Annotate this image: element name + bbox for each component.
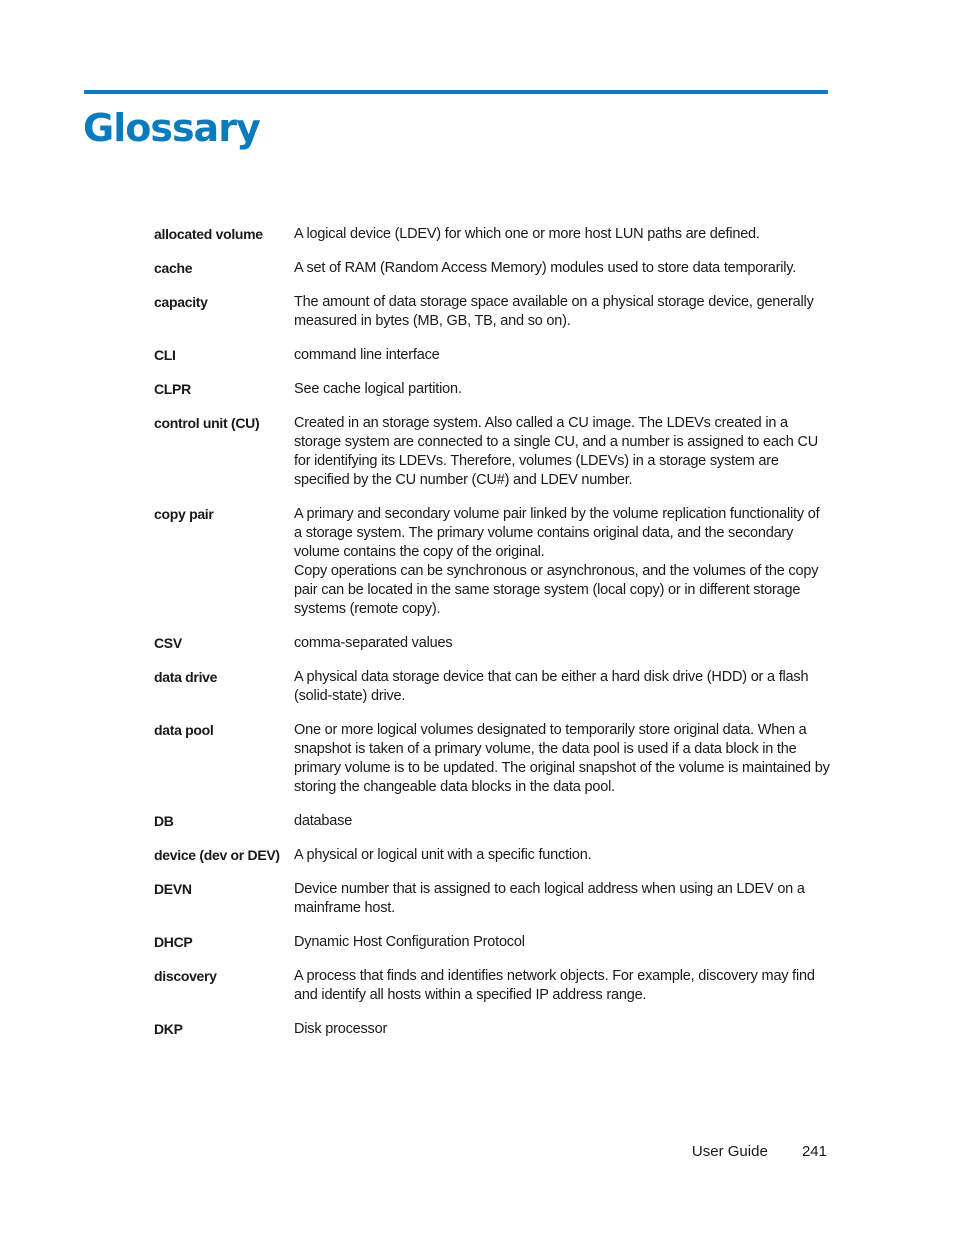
glossary-definition xyxy=(294,225,830,244)
glossary-entry xyxy=(154,414,830,490)
glossary-entry xyxy=(154,967,830,1005)
glossary-term: DEVN xyxy=(154,881,192,897)
glossary-entry xyxy=(154,880,830,918)
footer-page-number: 241 xyxy=(801,1143,827,1160)
glossary-term: control unit (CU) xyxy=(154,415,260,431)
page-footer xyxy=(692,1143,827,1160)
glossary-definition xyxy=(294,721,830,797)
glossary-entry xyxy=(154,721,830,797)
glossary-definition xyxy=(294,668,830,706)
glossary-definition xyxy=(294,414,830,490)
glossary-definition xyxy=(294,505,830,619)
glossary-term: data drive xyxy=(154,669,218,685)
definition-paragraph: Device number that is assigned to each logical address when using an LDEV on a mainframe host. xyxy=(294,881,805,916)
glossary-definition xyxy=(294,380,830,399)
glossary-entry xyxy=(154,380,830,399)
glossary-definition xyxy=(294,880,830,918)
glossary-definition xyxy=(294,1020,830,1039)
glossary-term: allocated volume xyxy=(154,226,263,242)
page-title: Glossary xyxy=(83,106,260,150)
glossary-term: capacity xyxy=(154,294,208,310)
definition-paragraph: Dynamic Host Configuration Protocol xyxy=(294,934,525,950)
glossary-definition xyxy=(294,812,830,831)
glossary-term: discovery xyxy=(154,968,217,984)
glossary-term: DHCP xyxy=(154,934,193,950)
glossary-definition xyxy=(294,346,830,365)
definition-paragraph: Disk processor xyxy=(294,1021,388,1037)
glossary-definition xyxy=(294,846,830,865)
glossary-entry xyxy=(154,1020,830,1039)
glossary-term: DKP xyxy=(154,1021,183,1037)
glossary-term: CLI xyxy=(154,347,176,363)
glossary-entry xyxy=(154,634,830,653)
definition-paragraph: A physical data storage device that can be either a hard disk drive (HDD) or a flash (solid-state) drive. xyxy=(294,669,809,704)
glossary-definition xyxy=(294,967,830,1005)
glossary-entry xyxy=(154,293,830,331)
glossary-list xyxy=(154,225,830,1054)
glossary-term: DB xyxy=(154,813,174,829)
title-rule xyxy=(84,90,828,94)
footer-doc-name: User Guide xyxy=(691,1143,768,1160)
glossary-definition xyxy=(294,634,830,653)
glossary-entry xyxy=(154,259,830,278)
glossary-term: copy pair xyxy=(154,506,214,522)
definition-paragraph: A primary and secondary volume pair linked by the volume replication functionality of a storage system. The primary volume contains original data, and the secondary volume contains the copy of the original. xyxy=(294,506,820,560)
glossary-entry xyxy=(154,812,830,831)
glossary-entry xyxy=(154,225,830,244)
definition-paragraph: One or more logical volumes designated to temporarily store original data. When a snapshot is taken of a primary volume, the data pool is used if a data block in the primary volume is to be updated. The original snapshot of the volume is maintained by storing the changeable data blocks in the data pool. xyxy=(294,722,830,795)
glossary-term: device (dev or DEV) xyxy=(154,847,280,863)
glossary-entry xyxy=(154,346,830,365)
definition-paragraph: A process that finds and identifies network objects. For example, discovery may find and identify all hosts within a specified IP address range. xyxy=(294,968,815,1003)
definition-paragraph: The amount of data storage space available on a physical storage device, generally measured in bytes (MB, GB, TB, and so on). xyxy=(294,294,814,329)
definition-paragraph: A logical device (LDEV) for which one or more host LUN paths are defined. xyxy=(294,226,760,242)
definition-paragraph: database xyxy=(294,813,353,829)
glossary-term: data pool xyxy=(154,722,214,738)
definition-paragraph: Created in an storage system. Also called a CU image. The LDEVs created in a storage system are connected to a single CU, and a number is assigned to each CU for identifying its LDEVs. Therefore, volumes (LDEVs) in a storage system are specified by the CU number (CU#) and LDEV number. xyxy=(294,415,819,488)
glossary-definition xyxy=(294,259,830,278)
glossary-definition xyxy=(294,293,830,331)
glossary-entry xyxy=(154,505,830,619)
definition-paragraph: comma-separated values xyxy=(294,635,453,651)
glossary-term: CSV xyxy=(154,635,182,651)
definition-paragraph: A physical or logical unit with a specific function. xyxy=(294,847,592,863)
glossary-term: cache xyxy=(154,260,193,276)
glossary-term: CLPR xyxy=(154,381,191,397)
definition-paragraph: A set of RAM (Random Access Memory) modules used to store data temporarily. xyxy=(294,260,797,276)
glossary-entry xyxy=(154,933,830,952)
glossary-definition xyxy=(294,933,830,952)
glossary-entry xyxy=(154,846,830,865)
definition-paragraph: See cache logical partition. xyxy=(294,381,462,397)
glossary-entry xyxy=(154,668,830,706)
definition-paragraph: Copy operations can be synchronous or asynchronous, and the volumes of the copy pair can be located in the same storage system (local copy) or in different storage systems (remote copy). xyxy=(294,563,819,617)
definition-paragraph: command line interface xyxy=(294,347,440,363)
